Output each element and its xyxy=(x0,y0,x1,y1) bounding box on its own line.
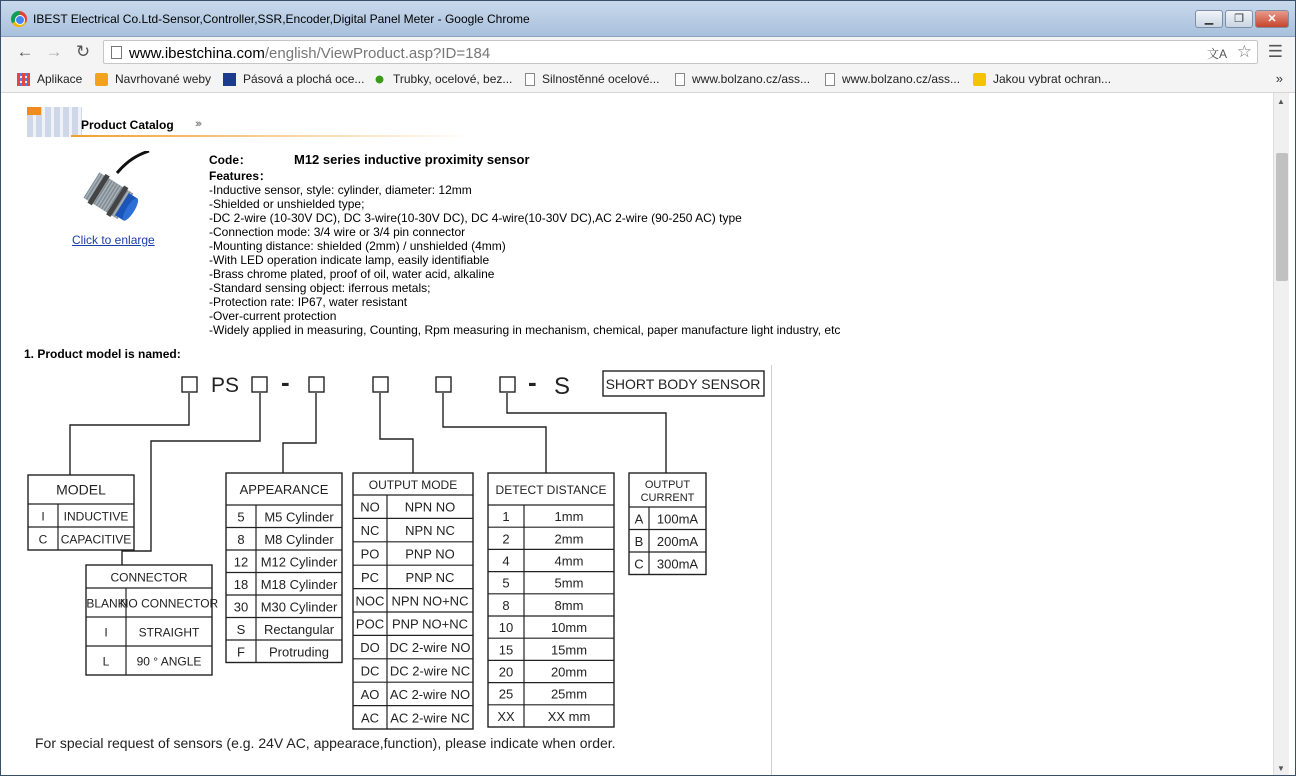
page-icon xyxy=(675,73,685,86)
detect-distance-table-code: 20 xyxy=(498,664,514,680)
page-icon xyxy=(825,73,835,86)
forward-arrow-icon[interactable]: → xyxy=(45,42,63,61)
feature-item: -Inductive sensor, style: cylinder, diameter: 12mm xyxy=(209,183,472,197)
output-mode-table-code: NC xyxy=(360,523,380,539)
model-table-code: C xyxy=(38,532,48,547)
model-table-value: INDUCTIVE xyxy=(63,509,129,524)
appearance-table-code: 8 xyxy=(237,531,245,547)
diagram-note: For special request of sensors (e.g. 24V AC, appearace,function), please indicate when order. xyxy=(35,735,616,751)
connector-table-code: I xyxy=(104,625,108,640)
output-mode-table-code: PO xyxy=(360,546,380,562)
detect-distance-table-code: 25 xyxy=(498,686,514,702)
output-current-table-code: C xyxy=(634,556,644,572)
feature-item: -Standard sensing object: iferrous metals; xyxy=(209,281,431,295)
output-current-table-code: A xyxy=(634,511,644,527)
title-bar xyxy=(1,1,1296,37)
output-mode-table-value: NPN NO+NC xyxy=(391,593,469,609)
code-dash-2: - xyxy=(528,367,537,397)
feature-item: -Shielded or unshielded type; xyxy=(209,197,365,211)
output-mode-table-code: AO xyxy=(360,686,380,702)
features-label: Features： xyxy=(209,169,272,183)
menu-icon[interactable]: ☰ xyxy=(1267,42,1283,61)
vertical-scrollbar[interactable] xyxy=(1273,93,1289,776)
appearance-table-value: M8 Cylinder xyxy=(264,531,334,547)
model-table-code: I xyxy=(41,509,45,524)
output-mode-table-code: POC xyxy=(355,616,385,632)
toolbar xyxy=(1,37,1296,67)
output-mode-table-value: DC 2-wire NC xyxy=(389,663,471,679)
diagram-tables xyxy=(28,473,706,729)
detect-distance-table-code: 5 xyxy=(502,575,510,591)
output-current-table-value: 100mA xyxy=(656,511,699,527)
header-accent xyxy=(27,107,41,115)
model-table-title: MODEL xyxy=(56,481,106,498)
output-mode-table-value: AC 2-wire NO xyxy=(389,686,471,702)
green-star-icon xyxy=(373,73,386,86)
enlarge-link[interactable]: Click to enlarge xyxy=(72,233,155,247)
output-current-table-title: CURRENT xyxy=(640,492,695,504)
detect-distance-table-value: 4mm xyxy=(554,553,584,569)
catalog-header xyxy=(27,107,467,139)
output-mode-table-value: DC 2-wire NO xyxy=(389,640,471,656)
output-mode-table-code: NOC xyxy=(355,593,385,609)
connector-table-title: CONNECTOR xyxy=(110,570,188,585)
scroll-down-icon[interactable]: ▼ xyxy=(1277,764,1285,773)
minimize-button[interactable]: ▁ xyxy=(1195,10,1223,28)
bing-icon xyxy=(95,73,108,86)
site-logo-icon xyxy=(223,73,236,86)
address-bar[interactable] xyxy=(103,40,1258,64)
bookmark-apps[interactable]: Aplikace xyxy=(17,72,82,86)
appearance-table-code: 5 xyxy=(237,509,245,525)
appearance-table-code: 12 xyxy=(233,554,249,570)
bookmark-bolzano-2[interactable]: www.bolzano.cz/ass... xyxy=(825,72,960,86)
detect-distance-table-code: XX xyxy=(497,708,515,724)
appearance-table-value: M5 Cylinder xyxy=(264,509,334,525)
reload-icon[interactable]: ↻ xyxy=(75,42,91,61)
output-mode-table-value: PNP NO+NC xyxy=(392,616,468,632)
model-table-value: CAPACITIVE xyxy=(60,532,132,547)
product-info xyxy=(209,151,840,337)
connector-table-value: STRAIGHT xyxy=(138,625,200,640)
more-bookmarks-icon[interactable]: » xyxy=(1275,71,1283,86)
appearance-table-code: 30 xyxy=(233,599,249,615)
detect-distance-table-value: 10mm xyxy=(550,620,588,636)
model-naming-heading: 1. Product model is named: xyxy=(24,347,181,361)
bookmark-tubes[interactable]: Trubky, ocelové, bez... xyxy=(373,72,512,86)
output-mode-table-code: NO xyxy=(360,499,380,515)
output-mode-table-value: PNP NC xyxy=(405,569,455,585)
detect-distance-table-value: 8mm xyxy=(554,597,584,613)
output-current-table-value: 200mA xyxy=(656,533,699,549)
output-mode-table-code: AC xyxy=(360,710,380,726)
detect-distance-table-title: DETECT DISTANCE xyxy=(495,483,607,497)
chrome-logo-icon xyxy=(11,11,27,27)
code-ps: PS xyxy=(211,374,240,397)
page-icon xyxy=(111,46,122,59)
detect-distance-table-code: 8 xyxy=(502,597,510,613)
feature-item: -With LED operation indicate lamp, easily identifiable xyxy=(209,253,490,267)
bookmark-protection[interactable]: Jakou vybrat ochran... xyxy=(973,72,1111,86)
appearance-table-value: Rectangular xyxy=(263,621,335,637)
output-mode-table-value: NPN NO xyxy=(404,499,456,515)
appearance-table-value: Protruding xyxy=(269,644,329,660)
short-body-label: SHORT BODY SENSOR xyxy=(605,376,761,392)
catalog-heading: Product Catalog xyxy=(81,118,174,132)
output-mode-table-value: PNP NO xyxy=(405,546,455,562)
header-underline xyxy=(71,135,471,137)
detect-distance-table-value: 15mm xyxy=(550,642,588,658)
code-s: S xyxy=(554,373,571,400)
restore-button[interactable]: ❐ xyxy=(1225,10,1253,28)
detect-distance-table-value: 5mm xyxy=(554,575,584,591)
feature-item: -DC 2-wire (10-30V DC), DC 3-wire(10-30V DC), DC 4-wire(10-30V DC),AC 2-wire (90-250 AC) type xyxy=(209,211,742,225)
feature-item: -Widely applied in measuring, Counting, Rpm measuring in mechanism, chemical, paper manufacture light industry, etc xyxy=(209,323,841,337)
detect-distance-table-value: 25mm xyxy=(550,686,588,702)
feature-item: -Protection rate: IP67, water resistant xyxy=(209,295,408,309)
feature-item: -Brass chrome plated, proof of oil, water acid, alkaline xyxy=(209,267,495,281)
feature-item: -Mounting distance: shielded (2mm) / unshielded (4mm) xyxy=(209,239,506,253)
catalog-arrows: ››› xyxy=(195,118,200,130)
product-image[interactable] xyxy=(77,151,157,231)
appearance-table-code: F xyxy=(237,644,245,660)
connector-table-code: BLANK xyxy=(86,596,126,611)
output-mode-table-code: DC xyxy=(360,663,380,679)
page-icon xyxy=(525,73,535,86)
appearance-table-value: M12 Cylinder xyxy=(260,554,338,570)
output-mode-table-code: PC xyxy=(360,569,380,585)
output-mode-table-code: DO xyxy=(360,640,380,656)
bookmark-suggested[interactable]: Navrhované weby xyxy=(95,72,211,86)
url-text[interactable]: www.ibestchina.com/english/ViewProduct.asp?ID=184 xyxy=(129,45,491,62)
apps-grid-icon xyxy=(17,73,30,86)
appearance-table-value: M30 Cylinder xyxy=(260,599,338,615)
connector-table-value: NO CONNECTOR xyxy=(119,596,219,611)
code-dash: - xyxy=(281,367,290,397)
translate-icon[interactable]: 文A xyxy=(1206,47,1227,61)
bookmarks-bar xyxy=(1,67,1296,93)
feature-item: -Connection mode: 3/4 wire or 3/4 pin connector xyxy=(209,225,466,239)
appearance-table-value: M18 Cylinder xyxy=(260,576,338,592)
page-content xyxy=(1,93,1273,776)
back-arrow-icon[interactable]: ← xyxy=(16,42,34,61)
code-label: Code： xyxy=(209,153,252,167)
output-mode-table-value: NPN NC xyxy=(405,523,455,539)
output-current-table-code: B xyxy=(634,533,644,549)
output-mode-table-value: AC 2-wire NC xyxy=(390,710,470,726)
feature-item: -Over-current protection xyxy=(209,309,337,323)
detect-distance-table-code: 4 xyxy=(502,553,510,569)
code-row xyxy=(209,151,840,169)
scrollbar-thumb[interactable] xyxy=(1276,153,1288,281)
detect-distance-table-code: 15 xyxy=(498,642,514,658)
detect-distance-table-code: 2 xyxy=(502,531,510,547)
code-value: M12 series inductive proximity sensor xyxy=(294,152,530,167)
detect-distance-table-code: 1 xyxy=(502,509,510,525)
output-current-table-title: OUTPUT xyxy=(644,479,691,491)
detect-distance-table-value: 1mm xyxy=(554,509,584,525)
detect-distance-table-value: 2mm xyxy=(554,531,584,547)
site-logo-icon xyxy=(973,73,986,86)
output-mode-table-title: OUTPUT MODE xyxy=(368,478,458,492)
window-controls xyxy=(1195,10,1289,28)
scroll-up-icon[interactable]: ▲ xyxy=(1277,97,1285,106)
bookmark-star-icon[interactable]: ☆ xyxy=(1236,42,1252,61)
connector-table-value: 90 ° ANGLE xyxy=(136,654,202,669)
model-naming-diagram xyxy=(19,365,775,765)
appearance-table-code: 18 xyxy=(233,576,249,592)
detect-distance-table-code: 10 xyxy=(498,620,514,636)
window-title: IBEST Electrical Co.Ltd-Sensor,Controller,SSR,Encoder,Digital Panel Meter - Google Chrome xyxy=(33,12,530,26)
bookmark-strip-steel[interactable]: Pásová a plochá oce... xyxy=(223,72,364,86)
close-button[interactable]: ✕ xyxy=(1255,10,1289,28)
detect-distance-table-value: 20mm xyxy=(550,664,588,680)
bookmark-bolzano-1[interactable]: www.bolzano.cz/ass... xyxy=(675,72,810,86)
appearance-table-title: APPEARANCE xyxy=(239,482,329,497)
detect-distance-table-value: XX mm xyxy=(547,708,591,724)
output-current-table-value: 300mA xyxy=(656,556,699,572)
connector-table-code: L xyxy=(102,654,110,669)
appearance-table-code: S xyxy=(236,621,246,637)
bookmark-thick-wall[interactable]: Silnostěnné ocelové... xyxy=(525,72,659,86)
diagram-divider xyxy=(771,365,772,776)
